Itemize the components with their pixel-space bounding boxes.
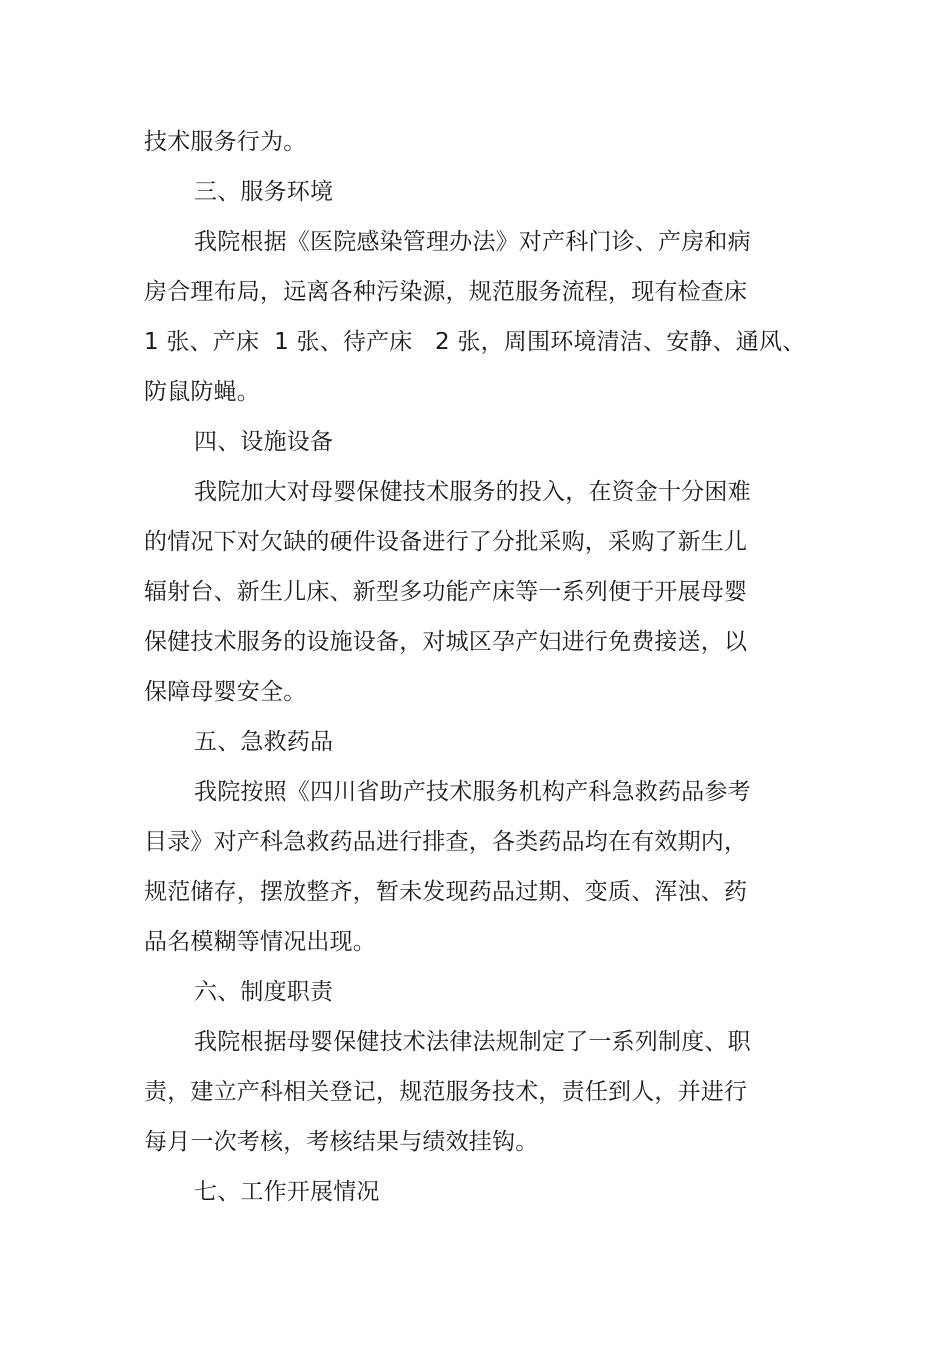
paragraph-line: 我院加大对母婴保健技术服务的投入，在资金十分困难 (194, 479, 751, 505)
paragraph-line: 保障母婴安全。 (144, 679, 307, 705)
section-heading-work-progress: 七、工作开展情况 (194, 1179, 380, 1205)
paragraph-line: 目录》对产科急救药品进行排查，各类药品均在有效期内， (144, 829, 748, 855)
paragraph-line: 每月一次考核，考核结果与绩效挂钩。 (144, 1129, 539, 1155)
paragraph-line: 的情况下对欠缺的硬件设备进行了分批采购，采购了新生儿 (144, 529, 748, 555)
section-heading-rules-duties: 六、制度职责 (194, 979, 334, 1005)
paragraph-line: 1 张、产床 1 张、待产床 2 张，周围环境清洁、安静、通风、 (144, 329, 806, 355)
section-heading-facilities: 四、设施设备 (194, 429, 334, 455)
section-heading-emergency-drugs: 五、急救药品 (194, 729, 334, 755)
paragraph-line: 品名模糊等情况出现。 (144, 929, 376, 955)
paragraph-line: 保健技术服务的设施设备，对城区孕产妇进行免费接送，以 (144, 629, 748, 655)
paragraph-line: 我院根据母婴保健技术法律法规制定了一系列制度、职 (194, 1029, 751, 1055)
paragraph-line: 规范储存，摆放整齐，暂未发现药品过期、变质、浑浊、药 (144, 879, 748, 905)
paragraph-line: 我院按照《四川省助产技术服务机构产科急救药品参考 (194, 779, 751, 805)
paragraph-line: 技术服务行为。 (144, 129, 307, 155)
section-heading-service-environment: 三、服务环境 (194, 179, 334, 205)
paragraph-line: 防鼠防蝇。 (144, 379, 260, 405)
paragraph-line: 我院根据《医院感染管理办法》对产科门诊、产房和病 (194, 229, 751, 255)
paragraph-line: 房合理布局，远离各种污染源，规范服务流程，现有检查床 (144, 279, 748, 305)
paragraph-line: 辐射台、新生儿床、新型多功能产床等一系列便于开展母婴 (144, 579, 748, 605)
paragraph-line: 责，建立产科相关登记，规范服务技术，责任到人，并进行 (144, 1079, 748, 1105)
